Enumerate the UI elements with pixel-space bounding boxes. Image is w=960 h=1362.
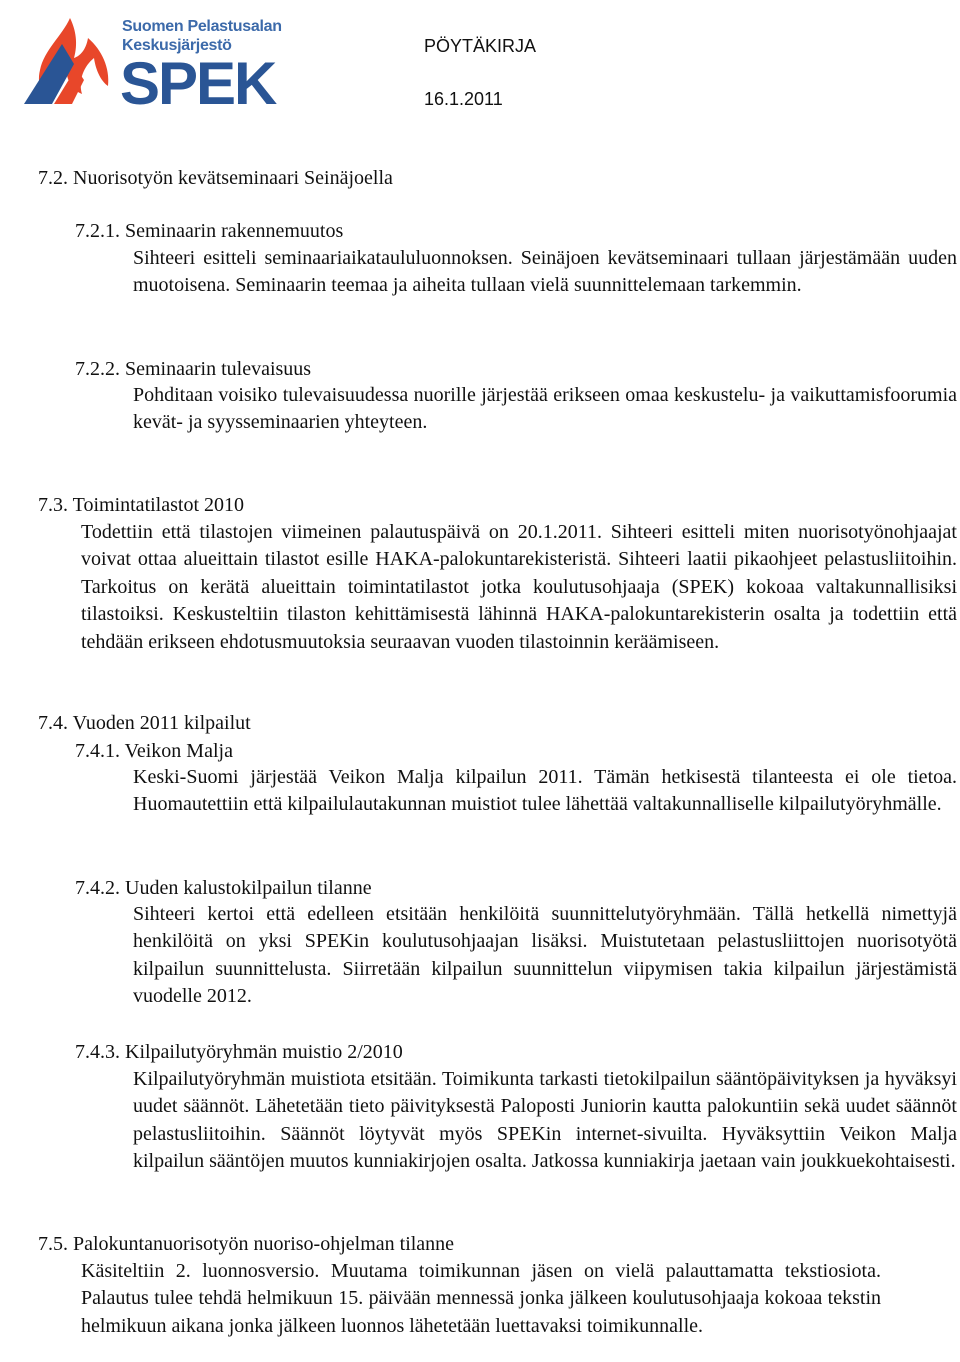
document-date: 16.1.2011 <box>424 89 503 109</box>
logo-wordmark: SPEK <box>120 50 276 117</box>
section-heading-7-4-1: 7.4.1. Veikon Malja <box>75 740 233 762</box>
section-text-7-4-3: Kilpailutyöryhmän muistiota etsitään. Toimikunta tarkasti tietokilpailun sääntöpäivityksen ja hyväksyi uudet säännöt. Lähetetään tieto päivityksestä Paloposti Juniorin kautta palokuntiin sekä uudet säännöt pelastusliitoihin. Säännöt löytyvät myös SPEKin internet-sivuilta. Hyväksyttiin Veikon Malja kilpailun sääntöjen muutos kunniakirjojen osalta. Jatkossa kunniakirja jaetaan vain joukkuekohtaisesti. <box>133 1068 957 1173</box>
section-heading-7-3: 7.3. Toimintatilastot 2010 <box>38 494 245 516</box>
section-heading-7-2: 7.2. Nuorisotyön kevätseminaari Seinäjoella <box>38 167 393 189</box>
section-text-7-3: Todettiin että tilastojen viimeinen palautuspäivä on 20.1.2011. Sihteeri esitteli miten nuorisotyönohjaajat voivat ottaa alueittain tilastot esille HAKA-palokuntarekisteristä. Sihteeri laatii pikaohjeet pelastusliitoihin. Tarkoitus on kerätä alueittain toimintatilastot jotka koulutusohjaaja (SPEK) kokoaa valtakunnallisiksi tilastoiksi. Keskusteltiin tilaston kehittämisestä lähinnä HAKA-palokuntarekisterin osalta ja todettiin että tehdään erikseen ehdotusmuutoksia seuraavan vuoden tilastoinnin keräämiseen. <box>81 521 957 653</box>
logo-org-name-line1: Suomen Pelastusalan <box>122 18 282 35</box>
section-heading-7-4-2: 7.4.2. Uuden kalustokilpailun tilanne <box>75 877 372 899</box>
section-text-7-5: Käsiteltiin 2. luonnosversio. Muutama toimikunnan jäsen on vielä palauttamatta tekstiosiota. Palautus tulee tehdä helmikuun 15. päivään mennessä jonka jälkeen koulutusohjaaja kokoaa tekstin helmikuun aikana jonka jälkeen luonnos lähetetään luettavaksi toimikunnalle. <box>81 1260 881 1337</box>
section-text-7-2-1: Sihteeri esitteli seminaariaikataululuonnoksen. Seinäjoen kevätseminaari tullaan järjestämään uuden muotoisena. Seminaarin teemaa ja aiheita tullaan vielä suunnittelemaan tarkemmin. <box>133 247 957 297</box>
logo-org-name-line2: Keskusjärjestö <box>122 37 232 54</box>
section-text-7-4-2: Sihteeri kertoi että edelleen etsitään henkilöitä suunnittelutyöryhmään. Tällä hetkellä nimettyjä henkilöitä on yksi SPEKin koulutusohjaajan lisäksi. Muistutetaan pelastusliittojen nuorisotyötä kilpailun suunnittelusta. Siirretään kilpailun suunnittelun viipymisen takia kilpailun järjestämistä vuodelle 2012. <box>133 903 957 1008</box>
section-heading-7-4: 7.4. Vuoden 2011 kilpailut <box>38 712 251 734</box>
document-title: PÖYTÄKIRJA <box>424 36 537 56</box>
section-heading-7-4-3: 7.4.3. Kilpailutyöryhmän muistio 2/2010 <box>75 1041 403 1063</box>
section-text-7-2-2: Pohditaan voisiko tulevaisuudessa nuorille järjestää erikseen omaa keskustelu- ja vaikuttamisfoorumia kevät- ja syysseminaarien yhteyteen. <box>133 384 957 434</box>
section-text-7-4-1: Keski-Suomi järjestää Veikon Malja kilpailun 2011. Tämän hetkisestä tilanteesta ei ole tietoa. Huomautettiin että kilpailulautakunnan muistiot tulee lähettää valtakunnalliselle kilpailutyöryhmälle. <box>133 766 957 816</box>
section-heading-7-2-1: 7.2.1. Seminaarin rakennemuutos <box>75 220 344 242</box>
spek-logo <box>22 14 282 117</box>
section-heading-7-2-2: 7.2.2. Seminaarin tulevaisuus <box>75 358 312 380</box>
section-heading-7-5: 7.5. Palokuntanuorisotyön nuoriso-ohjelman tilanne <box>38 1233 455 1255</box>
flame-logo-icon <box>22 14 122 114</box>
